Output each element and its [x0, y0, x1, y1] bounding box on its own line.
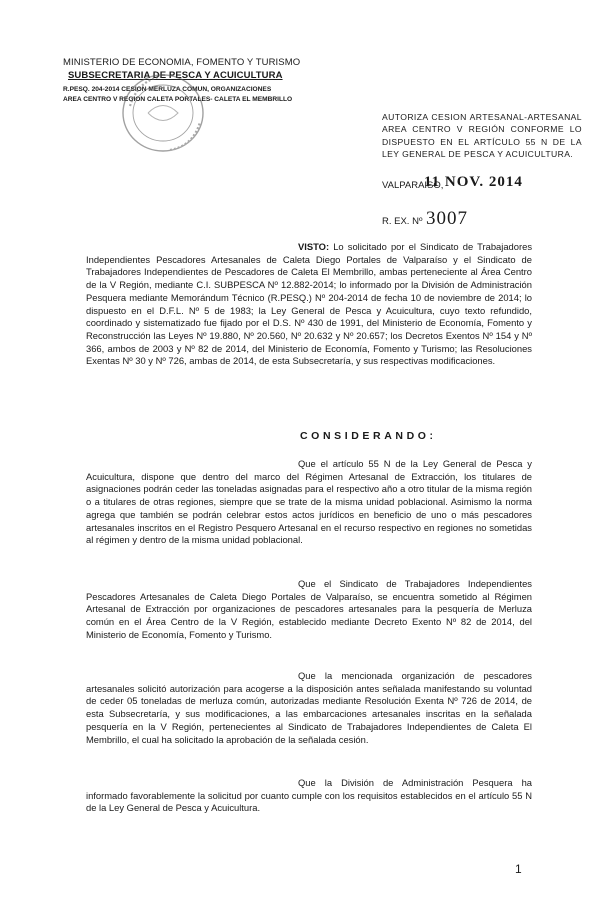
considerando-heading: CONSIDERANDO:	[300, 430, 437, 442]
resolution-subject: AUTORIZA CESION ARTESANAL-ARTESANAL AREA CENTRO V REGIÓN CONFORME LO DISPUESTO EN EL ARTÍCULO 55 N DE LA LEY GENERAL DE PESCA Y ACUICULTURA.	[382, 112, 582, 159]
subsecretaria-name: SUBSECRETARIA DE PESCA Y ACUICULTURA	[68, 70, 283, 81]
visto-text: Lo solicitado por el Sindicato de Trabajadores Independientes Pescadores Artesanales de Caleta Diego Portales de Valparaíso y el Sindicato de Trabajadores Independientes de Pescadores de Caleta El Membrillo, ambas perteneciente al Área Centro de la V Región, mediante C.I. SUBPESCA Nº 12.882-2014; lo informado por la División de Administración Pesquera mediante Memorándum Técnico (R.PESQ.) Nº 204-2014 de fecha 10 de noviembre de 2014; lo dispuesto en el D.F.L. Nº 5 de 1983; la Ley General de Pesca y Acuicultura, cuyo texto refundido, coordinado y sistematizado fue fijado por el D.S. Nº 430 de 1991, del Ministerio de Economía, Fomento y Reconstrucción las Leyes Nº 19.880, Nº 20.560, Nº 20.632 y Nº 20.657; los Decretos Exentos Nº 154 y Nº 366, ambos de 2003 y Nº 82 de 2014, del Ministerio de Economía, Fomento y Turismo; las Resoluciones Exentas Nº 30 y Nº 726, ambas de 2014, de esta Subsecretaría, y sus respectivas modificaciones.	[86, 241, 533, 367]
date-stamp: 11 NOV. 2014	[424, 174, 523, 190]
visto-paragraph	[86, 241, 532, 368]
considerando-paragraph-3: Que la mencionada organización de pescadores artesanales solicitó autorización para acogerse a la disposición antes señalada manifestando su voluntad de ceder 05 toneladas de merluza común, autorizadas mediante Resolución Exenta Nº 726 de 2014, de esta Subsecretaría, y sus modificaciones, a las embarcaciones artesanales inscritas en la señalada pesquería en la V Región, pertenecientes al Sindicato de Trabajadores Independientes de Caleta El Membrillo, el cual ha solicitado la aprobación de la señalada cesión.	[86, 670, 532, 745]
visto-label: VISTO:	[298, 241, 330, 252]
considerando-paragraph-1: Que el artículo 55 N de la Ley General de Pesca y Acuicultura, dispone que dentro del marco del Régimen Artesanal de Extracción, los titulares de asignaciones podrán ceder las toneladas asignadas para el respectivo año a otro titular de la misma región o a titulares de otras regiones, siempre que se trate de la misma unidad poblacional. Asimismo la norma agrega que también se podrán celebrar estos actos jurídicos en beneficio de uno o más pescadores artesanales inscritos en el Registro Pesquero Artesanal en el recurso respectivo en regiones no sometidas al régimen y dentro de la misma unidad poblacional.	[86, 458, 532, 546]
page-number: 1	[515, 862, 522, 876]
reference-line-2: AREA CENTRO V REGION CALETA PORTALES- CALETA EL MEMBRILLO	[63, 96, 293, 103]
resolution-number: 3007	[426, 208, 468, 229]
considerando-paragraph-4: Que la División de Administración Pesquera ha informado favorablemente la solicitud por cuanto cumple con los requisitos establecidos en el artículo 55 N de la Ley General de Pesca y Acuicultura.	[86, 777, 532, 814]
official-seal-icon	[118, 68, 208, 158]
ministry-name: MINISTERIO DE ECONOMIA, FOMENTO Y TURISMO	[63, 57, 301, 68]
reference-line-1: R.PESQ. 204-2014 CESION MERLUZA COMUN, ORGANIZACIONES	[63, 86, 272, 93]
considerando-paragraph-2: Que el Sindicato de Trabajadores Independientes Pescadores Artesanales de Caleta Diego Portales de Valparaíso, se encuentra sometido al Régimen Artesanal de Extracción por organizaciones de pescadores artesanales para la pesquería de Merluza común en el Área Centro de la V Región, establecido mediante Decreto Exento Nº 82 de 2014, del Ministerio de Economía, Fomento y Turismo.	[86, 578, 532, 640]
date-label: VALPARAISO,	[382, 180, 444, 191]
resolution-label: R. EX. Nº	[382, 216, 423, 227]
